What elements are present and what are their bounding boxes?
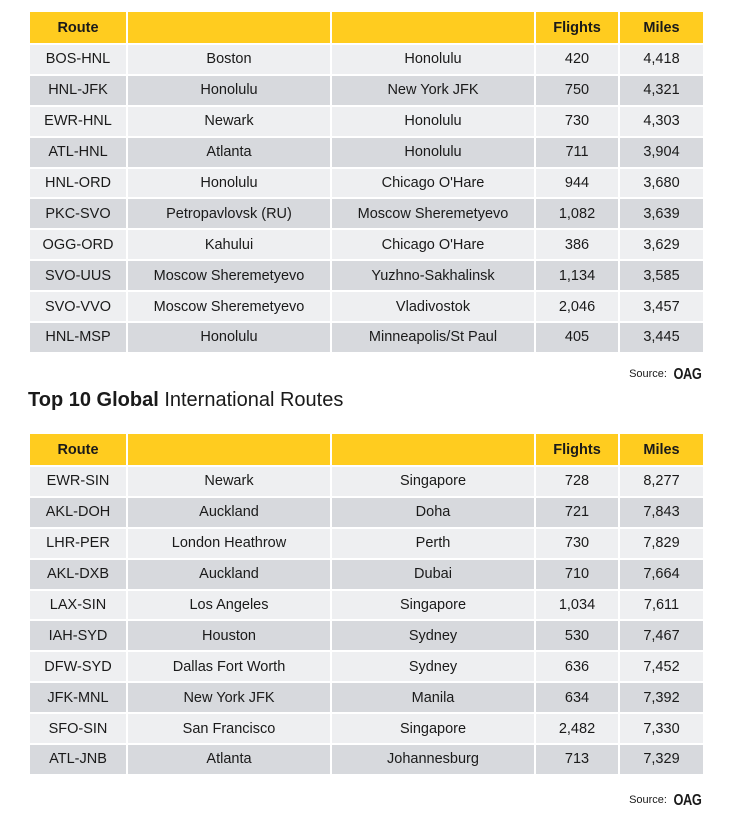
table-header <box>30 12 703 43</box>
cell-route: BOS-HNL <box>30 45 126 74</box>
source-attribution <box>629 792 705 810</box>
table-row <box>30 621 703 650</box>
cell-destination: Sydney <box>332 652 534 681</box>
cell-flights: 711 <box>536 138 618 167</box>
table-row <box>30 261 703 290</box>
cell-destination: Honolulu <box>332 45 534 74</box>
cell-route: LAX-SIN <box>30 591 126 620</box>
cell-origin: San Francisco <box>128 714 330 743</box>
source-attribution <box>629 366 705 384</box>
cell-destination: Chicago O'Hare <box>332 230 534 259</box>
header-miles: Miles <box>620 434 703 465</box>
cell-origin: Houston <box>128 621 330 650</box>
cell-destination: Yuzhno-Sakhalinsk <box>332 261 534 290</box>
cell-miles: 3,457 <box>620 292 703 321</box>
header-flights: Flights <box>536 12 618 43</box>
cell-destination: Moscow Sheremetyevo <box>332 199 534 228</box>
table-row <box>30 138 703 167</box>
cell-origin: Petropavlovsk (RU) <box>128 199 330 228</box>
cell-destination: Chicago O'Hare <box>332 169 534 198</box>
header-route: Route <box>30 434 126 465</box>
cell-origin: Dallas Fort Worth <box>128 652 330 681</box>
cell-destination: Sydney <box>332 621 534 650</box>
cell-flights: 730 <box>536 107 618 136</box>
header-flights: Flights <box>536 434 618 465</box>
section-title <box>28 389 343 412</box>
table-row <box>30 45 703 74</box>
cell-route: EWR-SIN <box>30 467 126 496</box>
table-row <box>30 652 703 681</box>
cell-origin: Newark <box>128 467 330 496</box>
cell-route: PKC-SVO <box>30 199 126 228</box>
cell-destination: Singapore <box>332 714 534 743</box>
cell-route: LHR-PER <box>30 529 126 558</box>
cell-route: SVO-UUS <box>30 261 126 290</box>
cell-miles: 8,277 <box>620 467 703 496</box>
cell-flights: 405 <box>536 323 618 352</box>
cell-origin: Auckland <box>128 498 330 527</box>
cell-miles: 7,611 <box>620 591 703 620</box>
cell-route: AKL-DXB <box>30 560 126 589</box>
cell-miles: 3,680 <box>620 169 703 198</box>
international-routes-table <box>28 432 705 776</box>
cell-origin: Los Angeles <box>128 591 330 620</box>
cell-miles: 3,445 <box>620 323 703 352</box>
cell-origin: Honolulu <box>128 76 330 105</box>
table-row <box>30 467 703 496</box>
cell-flights: 2,482 <box>536 714 618 743</box>
cell-flights: 1,034 <box>536 591 618 620</box>
cell-route: HNL-ORD <box>30 169 126 198</box>
table-row <box>30 498 703 527</box>
table-row <box>30 76 703 105</box>
section-title-rest: International Routes <box>158 389 344 411</box>
table-row <box>30 169 703 198</box>
cell-origin: Honolulu <box>128 169 330 198</box>
cell-miles: 7,452 <box>620 652 703 681</box>
table-row <box>30 745 703 774</box>
header-miles: Miles <box>620 12 703 43</box>
cell-origin: New York JFK <box>128 683 330 712</box>
cell-destination: Singapore <box>332 467 534 496</box>
cell-destination: Honolulu <box>332 107 534 136</box>
cell-route: HNL-JFK <box>30 76 126 105</box>
header-destination <box>332 12 534 43</box>
section-title-bold: Top 10 Global <box>28 389 159 411</box>
cell-flights: 713 <box>536 745 618 774</box>
cell-flights: 944 <box>536 169 618 198</box>
cell-flights: 721 <box>536 498 618 527</box>
cell-origin: Atlanta <box>128 138 330 167</box>
cell-flights: 750 <box>536 76 618 105</box>
table-row <box>30 529 703 558</box>
cell-route: DFW-SYD <box>30 652 126 681</box>
table-row <box>30 683 703 712</box>
cell-origin: Auckland <box>128 560 330 589</box>
oag-logo: OAG <box>673 792 702 809</box>
table-row <box>30 560 703 589</box>
cell-route: AKL-DOH <box>30 498 126 527</box>
cell-miles: 7,829 <box>620 529 703 558</box>
table-row <box>30 323 703 352</box>
cell-route: HNL-MSP <box>30 323 126 352</box>
cell-route: OGG-ORD <box>30 230 126 259</box>
header-origin <box>128 12 330 43</box>
domestic-routes-table <box>28 10 705 354</box>
cell-flights: 636 <box>536 652 618 681</box>
cell-flights: 1,082 <box>536 199 618 228</box>
cell-origin: London Heathrow <box>128 529 330 558</box>
oag-logo: OAG <box>673 366 702 383</box>
cell-destination: Doha <box>332 498 534 527</box>
cell-miles: 3,904 <box>620 138 703 167</box>
table-row <box>30 591 703 620</box>
cell-route: EWR-HNL <box>30 107 126 136</box>
cell-flights: 2,046 <box>536 292 618 321</box>
table-row <box>30 292 703 321</box>
cell-miles: 7,329 <box>620 745 703 774</box>
cell-miles: 4,418 <box>620 45 703 74</box>
cell-destination: Manila <box>332 683 534 712</box>
cell-origin: Moscow Sheremetyevo <box>128 261 330 290</box>
cell-miles: 4,303 <box>620 107 703 136</box>
cell-miles: 3,629 <box>620 230 703 259</box>
cell-route: SFO-SIN <box>30 714 126 743</box>
cell-route: SVO-VVO <box>30 292 126 321</box>
cell-origin: Newark <box>128 107 330 136</box>
cell-miles: 7,843 <box>620 498 703 527</box>
cell-flights: 386 <box>536 230 618 259</box>
cell-miles: 3,639 <box>620 199 703 228</box>
header-destination <box>332 434 534 465</box>
cell-flights: 710 <box>536 560 618 589</box>
cell-miles: 7,330 <box>620 714 703 743</box>
cell-flights: 1,134 <box>536 261 618 290</box>
cell-flights: 420 <box>536 45 618 74</box>
cell-flights: 634 <box>536 683 618 712</box>
cell-miles: 7,664 <box>620 560 703 589</box>
source-label: Source: <box>629 368 667 380</box>
cell-origin: Atlanta <box>128 745 330 774</box>
cell-miles: 7,392 <box>620 683 703 712</box>
cell-destination: Perth <box>332 529 534 558</box>
cell-flights: 530 <box>536 621 618 650</box>
cell-route: JFK-MNL <box>30 683 126 712</box>
cell-origin: Kahului <box>128 230 330 259</box>
table-row <box>30 107 703 136</box>
cell-destination: Minneapolis/St Paul <box>332 323 534 352</box>
source-label: Source: <box>629 794 667 806</box>
table-row <box>30 199 703 228</box>
header-route: Route <box>30 12 126 43</box>
cell-route: ATL-JNB <box>30 745 126 774</box>
table-header <box>30 434 703 465</box>
cell-origin: Moscow Sheremetyevo <box>128 292 330 321</box>
cell-destination: Vladivostok <box>332 292 534 321</box>
cell-miles: 7,467 <box>620 621 703 650</box>
cell-destination: Singapore <box>332 591 534 620</box>
table-body <box>30 467 703 774</box>
table-row <box>30 230 703 259</box>
cell-flights: 730 <box>536 529 618 558</box>
cell-miles: 4,321 <box>620 76 703 105</box>
cell-origin: Honolulu <box>128 323 330 352</box>
cell-destination: Dubai <box>332 560 534 589</box>
cell-destination: Johannesburg <box>332 745 534 774</box>
cell-destination: New York JFK <box>332 76 534 105</box>
header-origin <box>128 434 330 465</box>
table-row <box>30 714 703 743</box>
cell-flights: 728 <box>536 467 618 496</box>
table-body <box>30 45 703 352</box>
cell-miles: 3,585 <box>620 261 703 290</box>
cell-destination: Honolulu <box>332 138 534 167</box>
cell-origin: Boston <box>128 45 330 74</box>
cell-route: ATL-HNL <box>30 138 126 167</box>
cell-route: IAH-SYD <box>30 621 126 650</box>
